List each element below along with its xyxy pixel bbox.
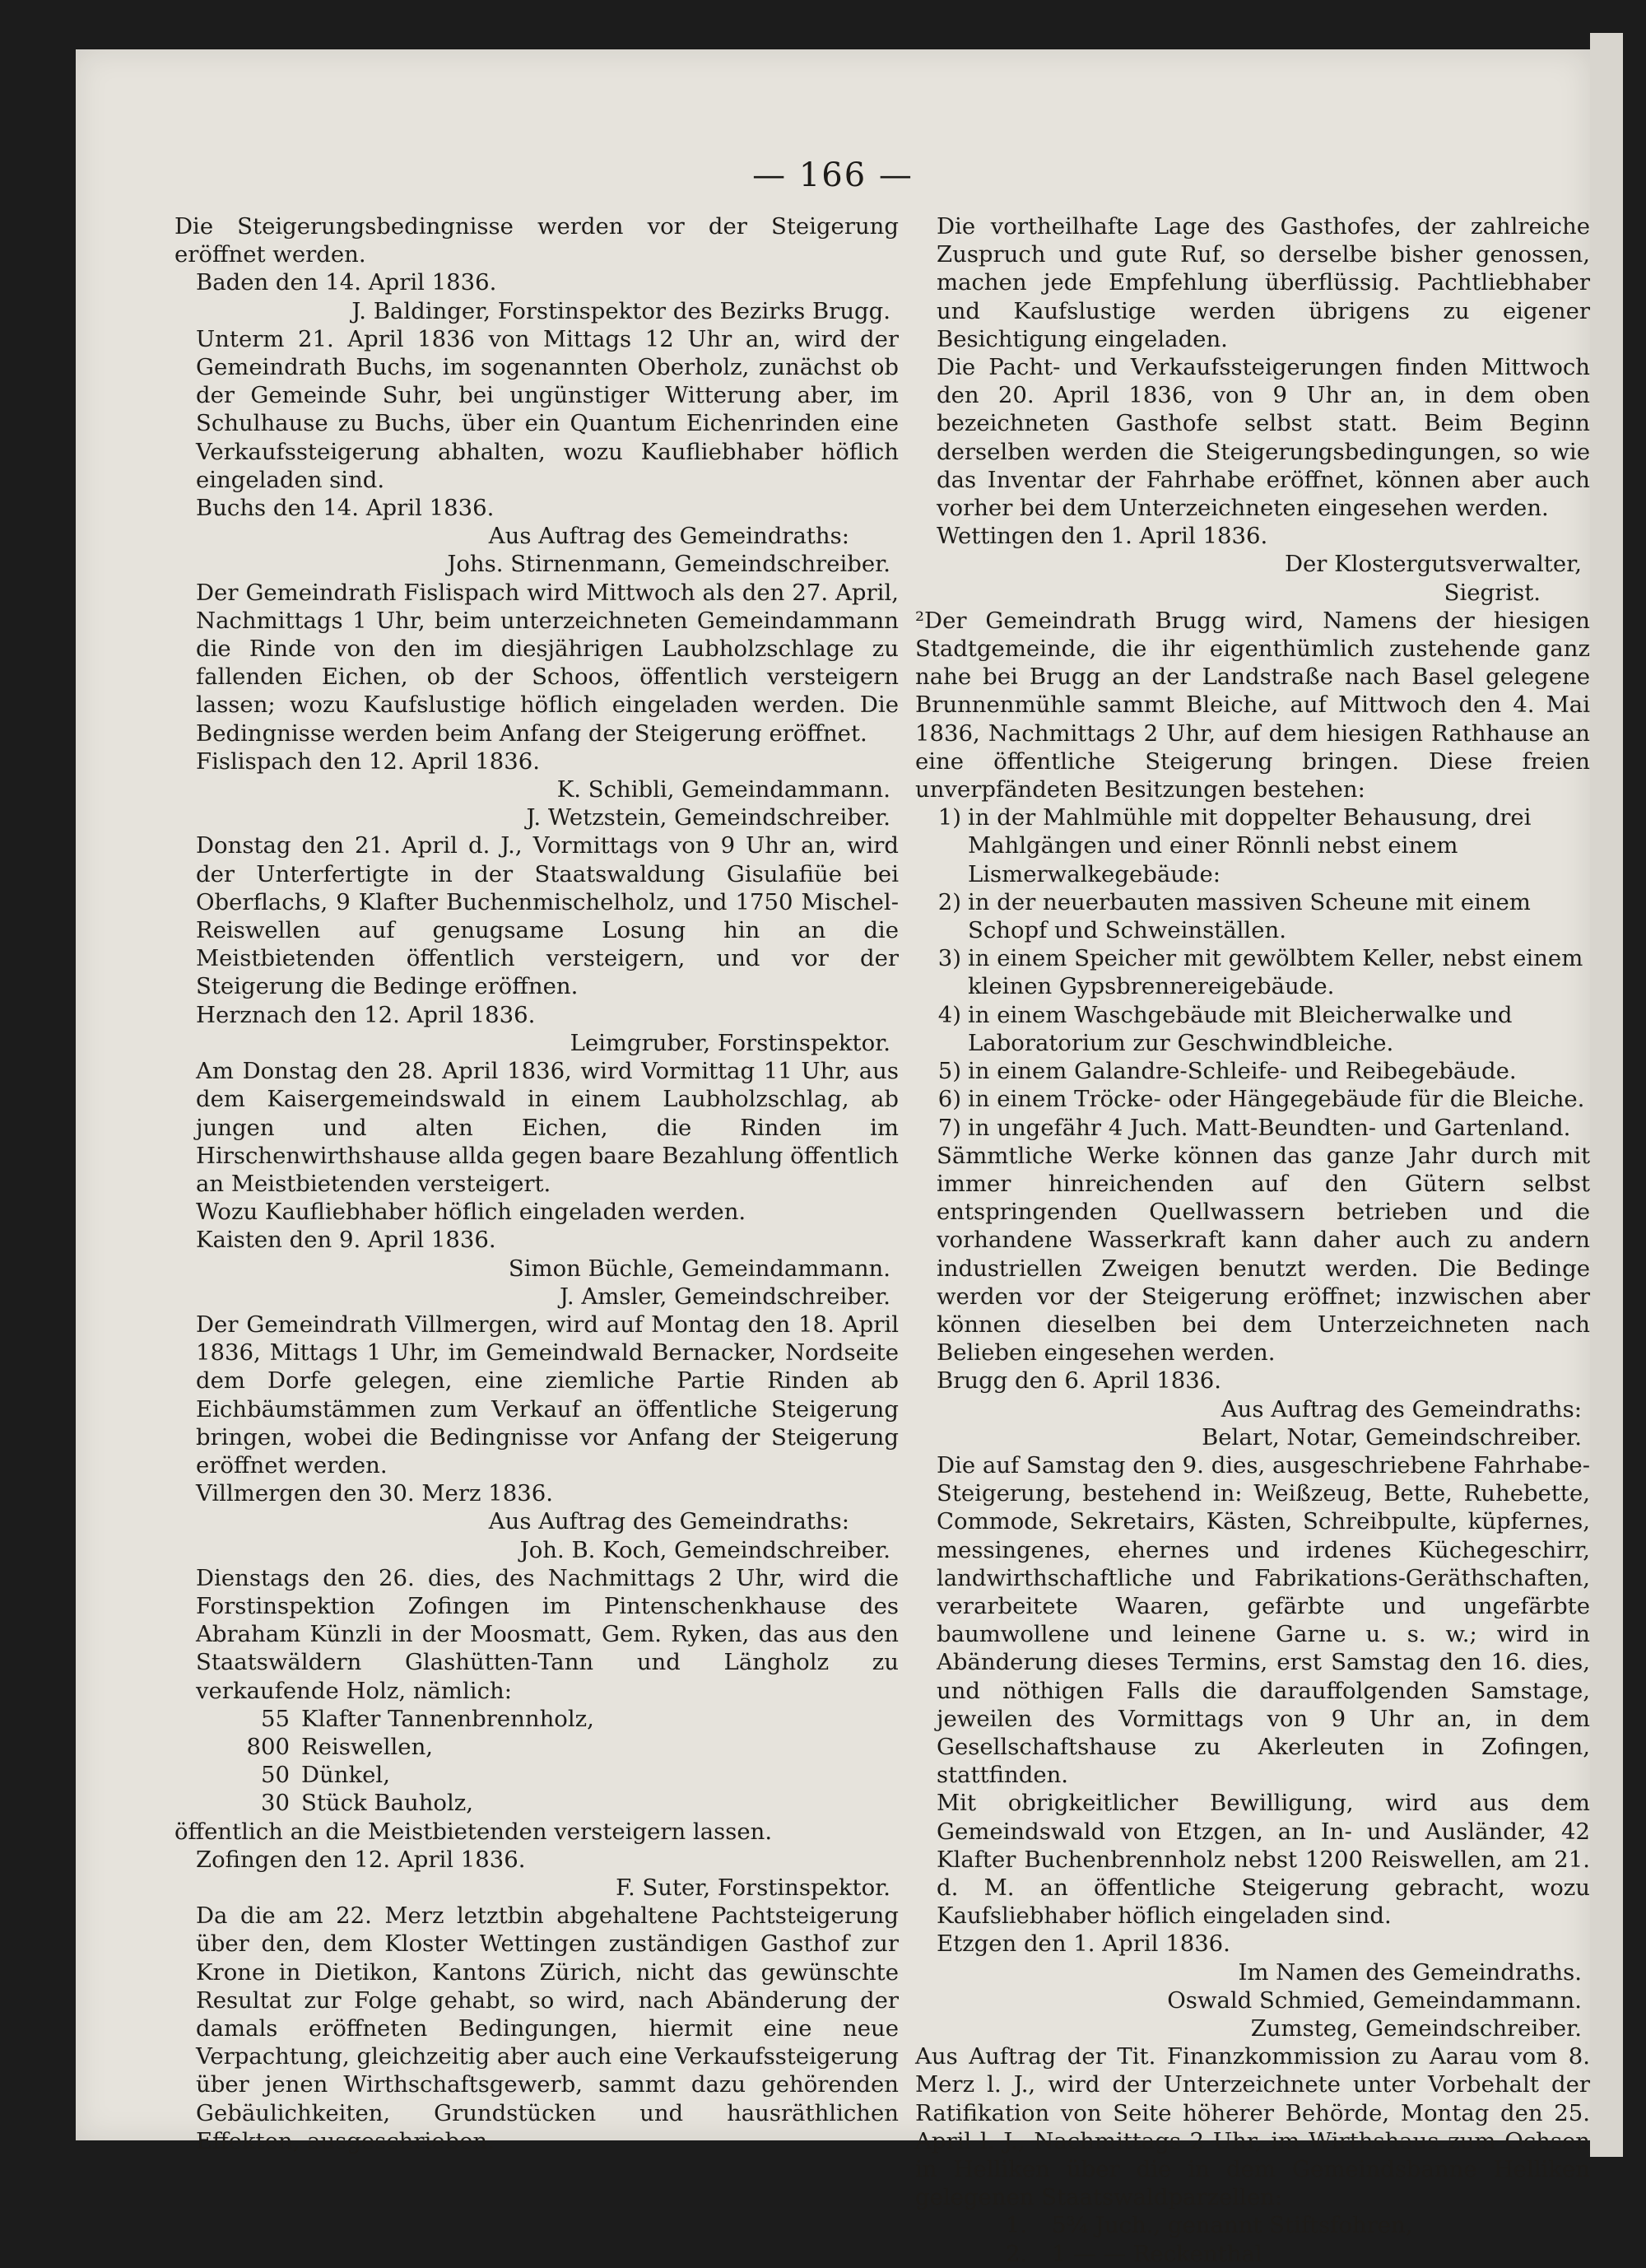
left-column [174, 212, 899, 2155]
parcel-number: 1. [1006, 2212, 1028, 2239]
paragraph: Unterm 21. April 1836 von Mittags 12 Uhr an, wird der Gemeindrath Buchs, im sogenannten Oberholz, zunächst ob der Gemeinde Suhr, bei ungünstiger Witterung aber, im Schulhause zu Buchs, über ein Quantum Eichenrinden eine Verkaufssteigerung abhalten, wozu Kaufliebhaber höflich eingeladen sind. [196, 325, 899, 493]
paragraph: Die vortheilhafte Lage des Gasthofes, der zahlreiche Zuspruch und gute Ruf, so derselbe bisher genossen, machen jede Empfehlung überflüssig. Pachtliebhaber und Kaufslustige werden übrigens zu eigener Besichtigung eingeladen. [937, 213, 1590, 352]
signature: J. Wetzstein, Gemeindschreiber. [526, 804, 890, 831]
list-item [915, 944, 1590, 1000]
signature: Belart, Notar, Gemeindschreiber. [1202, 1423, 1582, 1451]
quantity-row [174, 1705, 899, 1733]
quantity-text: Reiswellen, [301, 1733, 434, 1760]
signature: Leimgruber, Forstinspektor. [570, 1029, 890, 1056]
list-number: 5) [937, 1058, 961, 1085]
quantity-number: 800 [246, 1733, 290, 1760]
dateline: Wettingen den 1. April 1836. [937, 523, 1268, 550]
paragraph: Der Gemeindrath Villmergen, wird auf Montag den 18. April 1836, Mittags 1 Uhr, im Gemeindwald Bernacker, Nordseite dem Dorfe gelegen, eine ziemliche Partie Rinden ab Eichbäumstämmen zum Verkauf an öffentliche Steigerung bringen, wobei die Bedingnisse vor Anfang der Steigerung eröffnet werden. [196, 1311, 899, 1479]
quantity-text: Klafter Tannenbrennholz, [301, 1705, 594, 1732]
list-item [915, 1001, 1590, 1057]
paragraph: öffentlich an die Meistbietenden versteigern lassen. [174, 1818, 773, 1845]
list-text: in einem Galandre-Schleife- und Reibegebäude. [968, 1058, 1517, 1085]
quantity-number: 50 [261, 1762, 290, 1789]
list-text: in ungefähr 4 Juch. Matt-Beundten- und Gartenland. [968, 1114, 1571, 1141]
signature: Zumsteg, Gemeindschreiber. [1250, 2015, 1582, 2042]
signature: J. Amsler, Gemeindschreiber. [560, 1283, 890, 1310]
list-item [915, 888, 1590, 944]
quantity-text: Dünkel, [301, 1762, 390, 1789]
paragraph: Da die am 22. Merz letztbin abgehaltene Pachtsteigerung über den, dem Kloster Wettingen zuständigen Gasthof zur Krone in Dietikon, Kantons Zürich, nicht das gewünschte Resultat zur Folge gehabt, so wird, nach Abänderung der damals eröffneten Bedingungen, hiermit eine neue Verpachtung, gleichzeitig aber auch eine Verkaufssteigerung über jenen Wirthschaftsgewerb, sammt dazu gehörenden Gebäulichkeiten, Grundstücken und hausräthlichen Effekten, ausgeschrieben. [196, 1902, 899, 2154]
paragraph: Am Donstag den 28. April 1836, wird Vormittag 11 Uhr, aus dem Kaisergemeindswald in einem Laubholzschlag, ab jungen und alten Eichen, die Rinden im Hirschenwirthshause allda gegen baare Bezahlung öffentlich an Meistbietenden versteigert. [196, 1058, 899, 1197]
right-column [915, 212, 1590, 2268]
list-text: in einem Speicher mit gewölbtem Keller, nebst einem kleinen Gypsbrennereigebäude. [968, 945, 1583, 1000]
signature: Siegrist. [1444, 579, 1541, 606]
signature: Simon Büchle, Gemeindammann. [508, 1255, 890, 1282]
quantity-text: Stück Bauholz, [301, 1790, 474, 1817]
dateline: Buchs den 14. April 1836. [196, 495, 495, 522]
quantity-number: 55 [261, 1705, 290, 1732]
quantity-row [174, 1789, 899, 1817]
list-item [915, 1085, 1590, 1113]
signature: Im Namen des Gemeindraths. [1238, 1958, 1582, 1986]
parcel-text: 1 — — Reckenthal [1052, 2240, 1262, 2267]
list-item [915, 1114, 1590, 1142]
signature: Aus Auftrag des Gemeindraths: [488, 523, 849, 550]
dateline: Etzgen den 1. April 1836. [937, 1930, 1230, 1958]
signature: Joh. B. Koch, Gemeindschreiber. [519, 1536, 890, 1563]
list-text: in der Mahlmühle mit doppelter Behausung, drei Mahlgängen und einer Rönnli nebst einem Lismerwalkegebäude: [968, 804, 1532, 887]
signature: Aus Auftrag des Gemeindraths: [488, 1508, 849, 1535]
parcel-row [915, 2240, 1590, 2268]
quantity-number: 30 [261, 1790, 290, 1817]
list-item [915, 803, 1590, 888]
paragraph: ²Der Gemeindrath Brugg wird, Namens der hiesigen Stadtgemeinde, die ihr eigenthümlich zustehende ganz nahe bei Brugg an der Landstraße nach Basel gelegene Brunnenmühle sammt Bleiche, auf Mittwoch den 4. Mai 1836, Nachmittags 2 Uhr, auf dem hiesigen Rathhause an eine öffentliche Steigerung bringen. Diese freien unverpfändeten Besitzungen bestehen: [915, 607, 1590, 803]
dateline: Zofingen den 12. April 1836. [196, 1846, 526, 1873]
parcel-row [915, 2211, 1590, 2239]
parcel-number: 2. [1006, 2240, 1028, 2267]
dateline: Villmergen den 30. Merz 1836. [196, 1480, 553, 1507]
adjacent-page-edge [1590, 33, 1623, 2157]
list-text: in der neuerbauten massiven Scheune mit einem Schopf und Schweinställen. [968, 888, 1531, 944]
list-item [915, 1057, 1590, 1085]
quantity-row [174, 1761, 899, 1789]
signature: Johs. Stirnenmann, Gemeindschreiber. [447, 551, 890, 578]
paragraph: Donstag den 21. April d. J., Vormittags von 9 Uhr an, wird der Unterfertigte in der Staatswaldung Gisulafiüe bei Oberflachs, 9 Klafter Buchenmischelholz, und 1750 Mischel-Reiswellen auf genugsame Losung hin an die Meistbietenden öffentlich versteigern, und vor der Steigerung die Bedinge eröffnen. [196, 832, 899, 1000]
list-text: in einem Waschgebäude mit Bleicherwalke und Laboratorium zur Geschwindbleiche. [968, 1001, 1513, 1056]
dateline: Herznach den 12. April 1836. [196, 1001, 536, 1028]
list-number: 1) [937, 804, 961, 831]
signature: F. Suter, Forstinspektor. [616, 1874, 890, 1901]
paragraph: Der Gemeindrath Fislispach wird Mittwoch als den 27. April, Nachmittags 1 Uhr, beim unterzeichneten Gemeindammann die Rinde von den im diesjährigen Laubholzschlage zu fallenden Eichen, ob der Schoos, öffentlich versteigern lassen; wozu Kaufslustige höflich eingeladen werden. Die Bedingnisse werden beim Anfang der Steigerung eröffnet. [196, 579, 899, 747]
signature: Oswald Schmied, Gemeindammann. [1167, 1986, 1582, 2014]
quantity-row [174, 1733, 899, 1761]
signature: K. Schibli, Gemeindammann. [556, 776, 890, 803]
dateline: Brugg den 6. April 1836. [937, 1367, 1221, 1395]
list-number: 6) [937, 1086, 961, 1113]
signature: J. Baldinger, Forstinspektor des Bezirks Brugg. [351, 297, 890, 324]
list-number: 4) [937, 1001, 961, 1028]
signature: Aus Auftrag des Gemeindraths: [1221, 1395, 1582, 1423]
page-number: — 166 — [752, 156, 914, 194]
document-page [76, 49, 1590, 2267]
paragraph: Sämmtliche Werke können das ganze Jahr durch mit immer hinreichenden auf den Gütern selbst entspringenden Quellwassern betrieben und die vorhandene Wasserkraft kann daher auch zu andern industriellen Zweigen benutzt werden. Die Bedinge werden vor der Steigerung eröffnet; inzwischen aber können dieselben bei dem Unterzeichneten nach Belieben eingesehen werden. [937, 1142, 1590, 1367]
parcel-text: 5¾ Juch., genannt Stiftsfohren, [1052, 2212, 1413, 2239]
paragraph: Die auf Samstag den 9. dies, ausgeschriebene Fahrhabe-Steigerung, bestehend in: Weißzeug, Bette, Ruhebette, Commode, Sekretairs, Kästen, Schreibpulte, küpfernes, messingenes, ehernes und irdenes Küchegeschirr, landwirthschaftliche und Fabrikations-Geräthschaften, verarbeitete Waaren, gefärbte und ungefärbte baumwollene und leinene Garne u. s. w.; wird in Abänderung dieses Termins, erst Samstag den 16. dies, und nöthigen Falls die darauffolgenden Samstage, jeweilen des Vormittags von 9 Uhr an, in dem Gesellschaftshause zu Akerleuten in Zofingen, stattfinden. [937, 1451, 1590, 1789]
dateline: Fislispach den 12. April 1836. [196, 747, 541, 775]
list-number: 3) [937, 945, 961, 972]
paragraph: Mit obrigkeitlicher Bewilligung, wird aus dem Gemeindswald von Etzgen, an In- und Ausländer, 42 Klafter Buchenbrennholz nebst 1200 Reiswellen, am 21. d. M. an öffentliche Steigerung gebracht, wozu Kaufsliebhaber höflich eingeladen sind. [937, 1790, 1590, 1930]
paragraph: Dienstags den 26. dies, des Nachmittags 2 Uhr, wird die Forstinspektion Zofingen im Pintenschenkhause des Abraham Künzli in der Moosmatt, Gem. Ryken, das aus den Staatswäldern Glashütten-Tann und Längholz zu verkaufende Holz, nämlich: [196, 1564, 899, 1704]
dateline: Baden den 14. April 1836. [196, 269, 497, 296]
list-number: 2) [937, 888, 961, 915]
paragraph: Aus Auftrag der Tit. Finanzkommission zu Aarau vom 8. Merz l. J., wird der Unterzeichnete unter Vorbehalt der Ratifikation von Seite höherer Behörde, Montag den 25. April l. J., Nachmittags 2 Uhr, im Wirthshaus zum Ochsen in Helliken über die in dem Gemeindsbanne Helliken gelegenen Staatswaldparzellen: [915, 2043, 1590, 2211]
dateline: Kaisten den 9. April 1836. [196, 1227, 496, 1254]
paragraph: Die Pacht- und Verkaufssteigerungen finden Mittwoch den 20. April 1836, von 9 Uhr an, in dem oben bezeichneten Gasthofe selbst statt. Beim Beginn derselben werden die Steigerungsbedingungen, so wie das Inventar der Fahrhabe eröffnet, können aber auch vorher bei dem Unterzeichneten eingesehen werden. [937, 354, 1590, 522]
list-number: 7) [937, 1114, 961, 1141]
list-text: in einem Tröcke- oder Hängegebäude für die Bleiche. [968, 1086, 1585, 1113]
signature: Der Klostergutsverwalter, [1284, 551, 1582, 578]
paragraph: Wozu Kaufliebhaber höflich eingeladen werden. [196, 1199, 746, 1226]
paragraph: Die Steigerungsbedingnisse werden vor der Steigerung eröffnet werden. [174, 213, 899, 268]
